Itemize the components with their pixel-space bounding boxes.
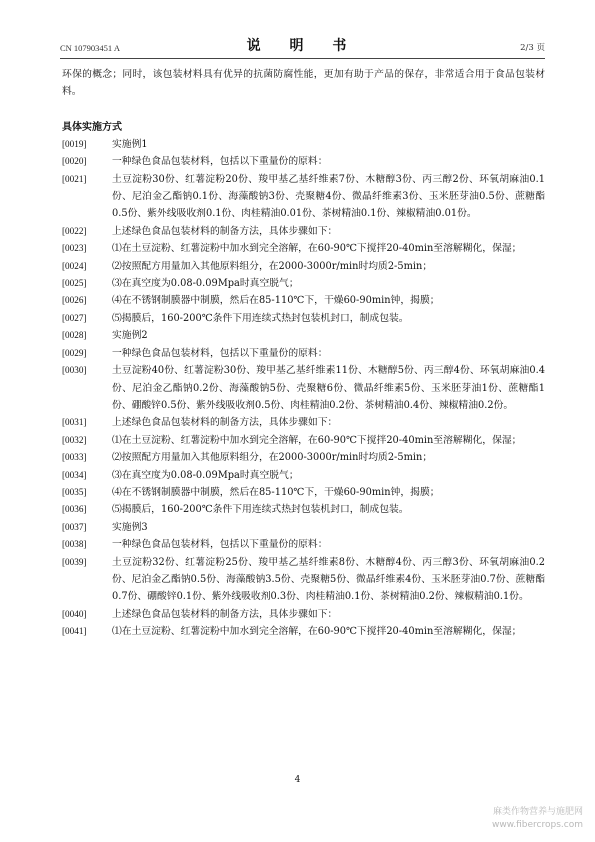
paragraph <box>62 240 545 257</box>
page-info: 2/3 页 <box>520 43 545 53</box>
paragraph-number: [0024] <box>62 260 87 271</box>
paragraph-text: ⑷在不锈钢制膜器中制膜，然后在85-110℃下，干燥60-90min钟，揭膜； <box>112 486 440 498</box>
paragraph-number: [0031] <box>62 417 87 428</box>
paragraph-number: [0029] <box>62 347 87 358</box>
page-number: 4 <box>294 775 301 785</box>
paragraph-text: ⑸揭膜后，160-200℃条件下用连续式热封包装机封口，制成包装。 <box>112 504 409 516</box>
paragraph-number: [0032] <box>62 434 87 445</box>
header-rule <box>60 58 545 59</box>
paragraph <box>62 554 545 606</box>
paragraph-text: 土豆淀粉32份、红薯淀粉25份、羧甲基乙基纤维素8份、木糖醇4份、丙三醇3份、环氧胡麻油0.2份、尼泊金乙酯钠0.5份、海藻酸钠3.5份、壳聚糖5份、微晶纤维素4份、玉米胚芽油0.7份、蔗糖酯0.7份、硼酸锌0.1份、紫外线吸收剂0.3份、肉桂精油0.1份、茶树精油0.2份、辣椒精油0.1份。 <box>112 556 545 603</box>
paragraph-text: 一种绿色食品包装材料，包括以下重量份的原料： <box>112 347 328 359</box>
watermark-line-2: www.fibercrops.com <box>492 820 583 830</box>
paragraph-number: [0030] <box>62 365 87 376</box>
paragraph-number: [0020] <box>62 156 87 167</box>
paragraph <box>62 345 545 362</box>
paragraph-list <box>62 136 545 641</box>
paragraph-number: [0036] <box>62 504 87 515</box>
paragraph-text: 上述绿色食品包装材料的制备方法，具体步骤如下： <box>112 417 338 429</box>
paragraph <box>62 292 545 309</box>
paragraph-text: 一种绿色食品包装材料，包括以下重量份的原料： <box>112 539 328 551</box>
paragraph-number: [0019] <box>62 138 87 149</box>
paragraph-text: 一种绿色食品包装材料，包括以下重量份的原料： <box>112 156 328 168</box>
paragraph <box>62 171 545 223</box>
paragraph-text: 实施例3 <box>112 521 148 533</box>
paragraph <box>62 519 545 536</box>
paragraph <box>62 449 545 466</box>
paragraph <box>62 310 545 327</box>
paragraph-text: 上述绿色食品包装材料的制备方法，具体步骤如下： <box>112 608 338 620</box>
paragraph <box>62 623 545 640</box>
document-title: 说 明 书 <box>246 38 359 54</box>
watermark-line-1: 麻类作物营养与施肥网 <box>492 807 583 817</box>
intro-paragraph: 环保的概念；同时，该包装材料具有优异的抗菌防腐性能，更加有助于产品的保存，非常适合用于食品包装材料。 <box>62 69 545 98</box>
paragraph-number: [0022] <box>62 225 87 236</box>
paragraph <box>62 327 545 344</box>
paragraph-number: [0021] <box>62 173 87 184</box>
paragraph <box>62 467 545 484</box>
paragraph-text: ⑶在真空度为0.08-0.09Mpa时真空脱气； <box>112 278 299 290</box>
page-header <box>60 35 545 59</box>
paragraph-text: ⑷在不锈钢制膜器中制膜，然后在85-110℃下，干燥60-90min钟，揭膜； <box>112 295 440 307</box>
paragraph-text: 实施例1 <box>112 138 148 150</box>
paragraph-number: [0039] <box>62 556 87 567</box>
paragraph <box>62 414 545 431</box>
watermark <box>492 806 583 832</box>
paragraph-number: [0037] <box>62 521 87 532</box>
publication-number: CN 107903451 A <box>60 43 120 53</box>
paragraph-text: ⑴在土豆淀粉、红薯淀粉中加水到完全溶解，在60-90℃下搅拌20-40min至溶解糊化，保湿； <box>112 626 522 638</box>
paragraph-text: ⑴在土豆淀粉、红薯淀粉中加水到完全溶解，在60-90℃下搅拌20-40min至溶解糊化，保湿； <box>112 434 522 446</box>
paragraph <box>62 258 545 275</box>
paragraph <box>62 501 545 518</box>
paragraph-text: ⑴在土豆淀粉、红薯淀粉中加水到完全溶解，在60-90℃下搅拌20-40min至溶解糊化，保湿； <box>112 243 522 255</box>
section-heading: 具体实施方式 <box>62 121 122 133</box>
paragraph-number: [0040] <box>62 608 87 619</box>
paragraph-text: 土豆淀粉30份、红薯淀粉20份、羧甲基乙基纤维素7份、木糖醇3份、丙三醇2份、环氧胡麻油0.1份、尼泊金乙酯钠0.1份、海藻酸钠3份、壳聚糖4份、微晶纤维素3份、玉米胚芽油0.5份、蔗糖酯0.5份、紫外线吸收剂0.1份、肉桂精油0.01份、茶树精油0.1份、辣椒精油0.01份。 <box>112 173 545 220</box>
paragraph-text: ⑵按照配方用量加入其他原料组分，在2000-3000r/min时均质2-5min； <box>112 260 433 272</box>
paragraph-number: [0035] <box>62 486 87 497</box>
paragraph-text: 实施例2 <box>112 330 148 342</box>
paragraph-number: [0034] <box>62 469 87 480</box>
paragraph-number: [0033] <box>62 452 87 463</box>
paragraph <box>62 275 545 292</box>
paragraph <box>62 153 545 170</box>
paragraph <box>62 484 545 501</box>
paragraph-number: [0028] <box>62 330 87 341</box>
paragraph <box>62 136 545 153</box>
paragraph <box>62 606 545 623</box>
paragraph-number: [0027] <box>62 312 87 323</box>
paragraph-number: [0025] <box>62 278 87 289</box>
paragraph-number: [0026] <box>62 295 87 306</box>
paragraph <box>62 536 545 553</box>
paragraph-text: 土豆淀粉40份、红薯淀粉30份、羧甲基乙基纤维素11份、木糖醇5份、丙三醇4份、环氧胡麻油0.4份、尼泊金乙酯钠0.2份、海藻酸钠5份、壳聚糖6份、微晶纤维素5份、玉米胚芽油1份、蔗糖酯1份、硼酸锌0.5份、紫外线吸收剂0.5份、肉桂精油0.2份、茶树精油0.4份、辣椒精油0.2份。 <box>112 365 545 411</box>
paragraph-number: [0023] <box>62 243 87 254</box>
paragraph <box>62 362 545 414</box>
paragraph <box>62 432 545 449</box>
paragraph-text: ⑵按照配方用量加入其他原料组分，在2000-3000r/min时均质2-5min； <box>112 452 433 464</box>
paragraph-number: [0038] <box>62 539 87 550</box>
paragraph-text: 上述绿色食品包装材料的制备方法，具体步骤如下： <box>112 225 338 237</box>
paragraph-text: ⑸揭膜后，160-200℃条件下用连续式热封包装机封口，制成包装。 <box>112 312 409 324</box>
paragraph-text: ⑶在真空度为0.08-0.09Mpa时真空脱气； <box>112 469 299 481</box>
paragraph <box>62 223 545 240</box>
document-body <box>62 66 545 641</box>
paragraph-number: [0041] <box>62 626 87 637</box>
